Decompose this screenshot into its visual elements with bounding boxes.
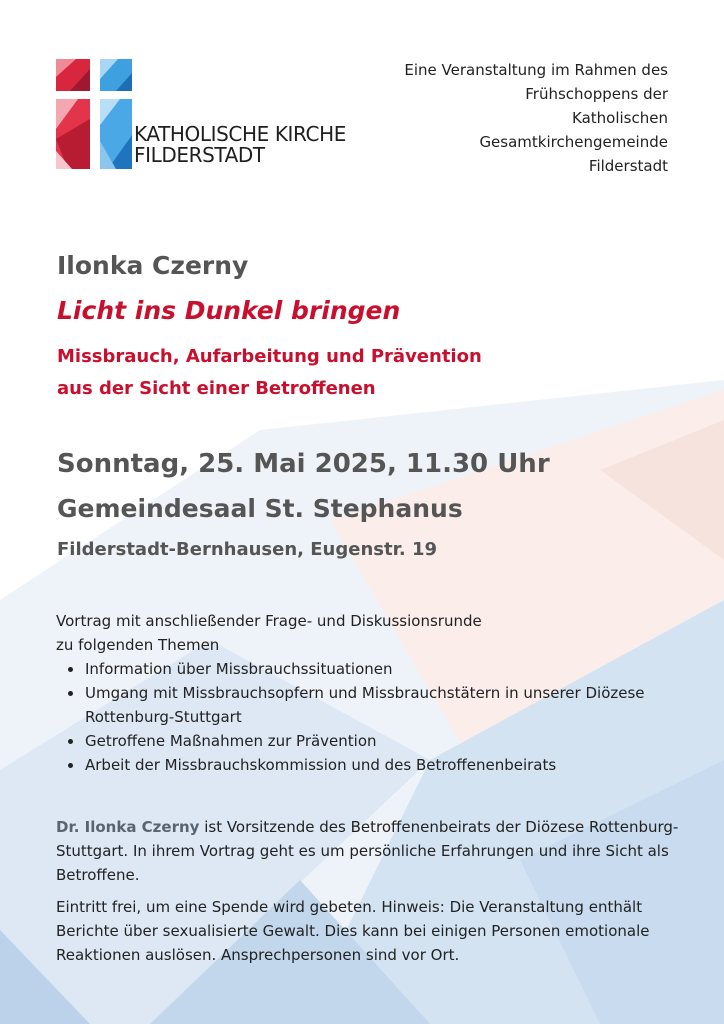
bio-text: ist Vorsitzende des Betroffenenbeirats der Diözese Rottenburg-Stuttgart. In ihrem Vortrag geht es um persönliche Erfahrungen und ihre Sicht als Betroffene. <box>56 818 679 884</box>
cross-logo-icon <box>56 59 134 171</box>
bio-speaker-name: Dr. Ilonka Czerny <box>56 818 200 836</box>
event-subtitle <box>57 341 482 405</box>
event-venue: Gemeindesaal St. Stephanus <box>57 494 463 523</box>
logo-line-2: FILDERSTADT <box>134 143 265 167</box>
header-note-line: Gesamtkirchengemeinde <box>479 133 668 151</box>
logo-line-1: KATHOLISCHE KIRCHE <box>134 122 346 146</box>
event-context-note <box>368 58 668 178</box>
header-note-line: Frühschoppens der <box>525 85 668 103</box>
admission-notice: Eintritt frei, um eine Spende wird gebeten. Hinweis: Die Veranstaltung enthält Berichte über sexualisierte Gewalt. Dies kann bei einigen Personen emotionale Reaktionen auslösen. Ansprechpersonen sind vor Ort. <box>56 898 650 964</box>
church-logo <box>56 59 366 171</box>
subtitle-line-1: Missbrauch, Aufarbeitung und Prävention <box>57 346 482 367</box>
header-note-line: Eine Veranstaltung im Rahmen des <box>404 61 668 79</box>
intro-line-2: zu folgenden Themen <box>56 636 220 654</box>
list-item: Arbeit der Missbrauchskommission und des Betroffenenbeirats <box>62 753 682 777</box>
speaker-name: Ilonka Czerny <box>57 251 249 280</box>
subtitle-line-2: aus der Sicht einer Betroffenen <box>57 378 376 399</box>
topic-list <box>62 657 682 777</box>
talk-intro <box>56 609 676 657</box>
event-title: Licht ins Dunkel bringen <box>57 296 401 325</box>
event-date: Sonntag, 25. Mai 2025, 11.30 Uhr <box>57 449 550 479</box>
list-item: Information über Missbrauchssituationen <box>62 657 682 681</box>
list-item: Getroffene Maßnahmen zur Prävention <box>62 729 682 753</box>
intro-line-1: Vortrag mit anschließender Frage- und Diskussionsrunde <box>56 612 482 630</box>
speaker-bio <box>56 815 686 887</box>
list-item: Umgang mit Missbrauchsopfern und Missbrauchstätern in unserer Diözese Rottenburg-Stuttgart <box>62 681 682 729</box>
header-note-line: Filderstadt <box>588 157 668 175</box>
event-address: Filderstadt-Bernhausen, Eugenstr. 19 <box>57 539 438 560</box>
header-note-line: Katholischen <box>572 109 668 127</box>
